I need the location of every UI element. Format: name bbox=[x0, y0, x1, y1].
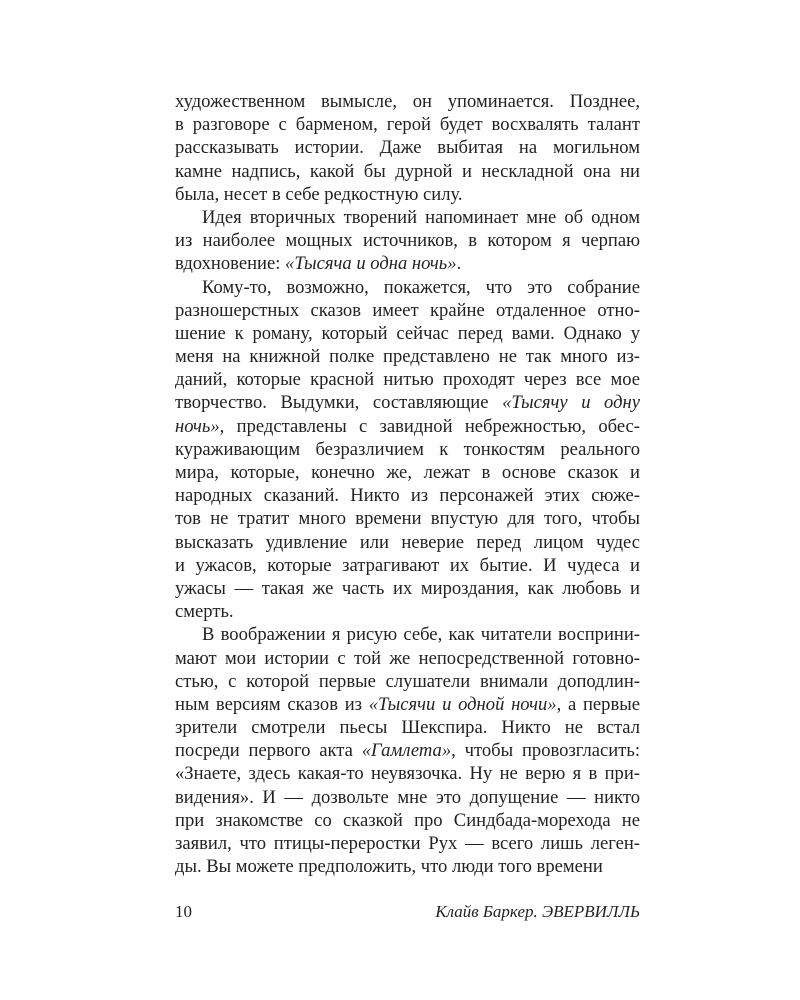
text-line bbox=[175, 716, 640, 739]
text-run: художественном вымысле, он упоминается. Позднее, bbox=[175, 91, 640, 112]
text-run: вдохновение: bbox=[175, 253, 286, 275]
text-line bbox=[175, 507, 640, 530]
text-line bbox=[175, 206, 640, 229]
text-line bbox=[175, 322, 640, 345]
text-run: . bbox=[456, 253, 462, 275]
text-run: Идея вторичных творений напоминает мне об одном bbox=[202, 206, 640, 228]
text-line bbox=[175, 252, 640, 275]
text-line bbox=[175, 113, 640, 136]
italic-title-run: «Гамлета» bbox=[361, 740, 452, 762]
running-title: Клайв Баркер. ЭВЕРВИЛЛЬ bbox=[435, 902, 640, 921]
text-line bbox=[175, 855, 640, 878]
text-run: рассказывать истории. Даже выбитая на могильном bbox=[175, 137, 640, 159]
text-run: даний, которые красной нитью проходят через все мое bbox=[175, 369, 640, 391]
text-line bbox=[175, 832, 640, 855]
text-line bbox=[175, 554, 640, 577]
text-line bbox=[175, 577, 640, 600]
text-line bbox=[175, 136, 640, 159]
text-run: , а первые bbox=[556, 693, 640, 715]
text-line bbox=[175, 600, 640, 623]
text-line bbox=[175, 183, 640, 206]
text-run: стью, с которой первые слушатели внимали доподлин- bbox=[175, 670, 640, 692]
text-run: В воображении я рисую себе, как читатели восприни- bbox=[202, 624, 640, 646]
italic-title-run: «Тысяча и одна ночь» bbox=[285, 253, 457, 275]
text-run: мают мои истории с той же непосредственной готовно- bbox=[175, 647, 640, 669]
text-run: была, несет в себе редкостную силу. bbox=[175, 183, 463, 205]
text-run: высказать удивление или неверие перед лицом чудес bbox=[175, 531, 640, 553]
text-line bbox=[175, 438, 640, 461]
text-run: , представлены с завидной небрежностью, обес- bbox=[219, 415, 640, 437]
text-line bbox=[175, 531, 640, 554]
text-run: меня на книжной полке представлено не так много из- bbox=[175, 346, 640, 368]
text-run: и ужасов, которые затрагивают их бытие. И чудеса и bbox=[175, 554, 640, 576]
text-line bbox=[175, 345, 640, 368]
text-run: камне надпись, какой бы дурной и нескладной она ни bbox=[175, 160, 640, 182]
text-line bbox=[175, 647, 640, 670]
text-line bbox=[175, 623, 640, 646]
text-run: «Знаете, здесь какая-то неувязочка. Ну не верю я в при- bbox=[175, 763, 640, 785]
text-line bbox=[175, 415, 640, 438]
text-line bbox=[175, 484, 640, 507]
text-run: разношерстных сказов имеет крайне отдаленное отно- bbox=[175, 299, 640, 321]
text-line bbox=[175, 670, 640, 693]
text-run: в разговоре с барменом, герой будет восхвалять талант bbox=[175, 114, 640, 136]
text-run: Кому-то, возможно, покажется, что это собрание bbox=[202, 276, 640, 298]
page-body bbox=[175, 90, 640, 878]
text-run: из наиболее мощных источников, в котором я черпаю bbox=[175, 230, 640, 252]
text-line bbox=[175, 461, 640, 484]
paragraph bbox=[175, 206, 640, 276]
text-line bbox=[175, 762, 640, 785]
italic-title-run: ночь» bbox=[175, 415, 220, 437]
text-run: тов не тратит много времени впустую для того, чтобы bbox=[175, 508, 640, 530]
paragraph bbox=[175, 90, 640, 206]
text-run: смерть. bbox=[175, 601, 234, 623]
text-run: мира, которые, конечно же, лежат в основе сказок и bbox=[175, 462, 640, 483]
italic-title-run: «Тысячи и одной ночи» bbox=[368, 693, 557, 715]
paragraph bbox=[175, 623, 640, 878]
text-line bbox=[175, 693, 640, 716]
text-line bbox=[175, 90, 640, 113]
page-footer bbox=[175, 900, 640, 924]
text-run: посреди первого акта bbox=[175, 740, 362, 762]
text-run: шение к роману, который сейчас перед вами. Однако у bbox=[175, 322, 640, 344]
page-number: 10 bbox=[175, 902, 192, 921]
text-line bbox=[175, 276, 640, 299]
text-run: при знакомстве со сказкой про Синдбада-морехода не bbox=[175, 809, 640, 831]
text-line bbox=[175, 299, 640, 322]
text-run: заявил, что птицы-переростки Рух — всего лишь леген- bbox=[175, 833, 640, 854]
text-run: кураживающим безразличием к тонкостям реального bbox=[175, 438, 640, 460]
text-line bbox=[175, 809, 640, 832]
text-line bbox=[175, 368, 640, 391]
text-run: ды. Вы можете предположить, что люди того времени bbox=[175, 856, 603, 878]
text-line bbox=[175, 391, 640, 414]
text-run: зрители смотрели пьесы Шекспира. Никто не встал bbox=[175, 717, 640, 739]
text-run: ным версиям сказов из bbox=[175, 693, 369, 715]
text-run: , чтобы провозгласить: bbox=[451, 740, 640, 762]
text-run: видения». И — дозвольте мне это допущение — никто bbox=[175, 786, 640, 808]
text-line bbox=[175, 229, 640, 252]
text-run: творчество. Выдумки, составляющие bbox=[175, 392, 503, 414]
italic-title-run: «Тысячу и одну bbox=[502, 392, 640, 414]
text-run: народных сказаний. Никто из персонажей этих сюже- bbox=[175, 485, 640, 507]
paragraph bbox=[175, 276, 640, 624]
text-line bbox=[175, 739, 640, 762]
text-line bbox=[175, 786, 640, 809]
text-run: ужасы — такая же часть их мироздания, как любовь и bbox=[175, 577, 640, 599]
text-line bbox=[175, 160, 640, 183]
